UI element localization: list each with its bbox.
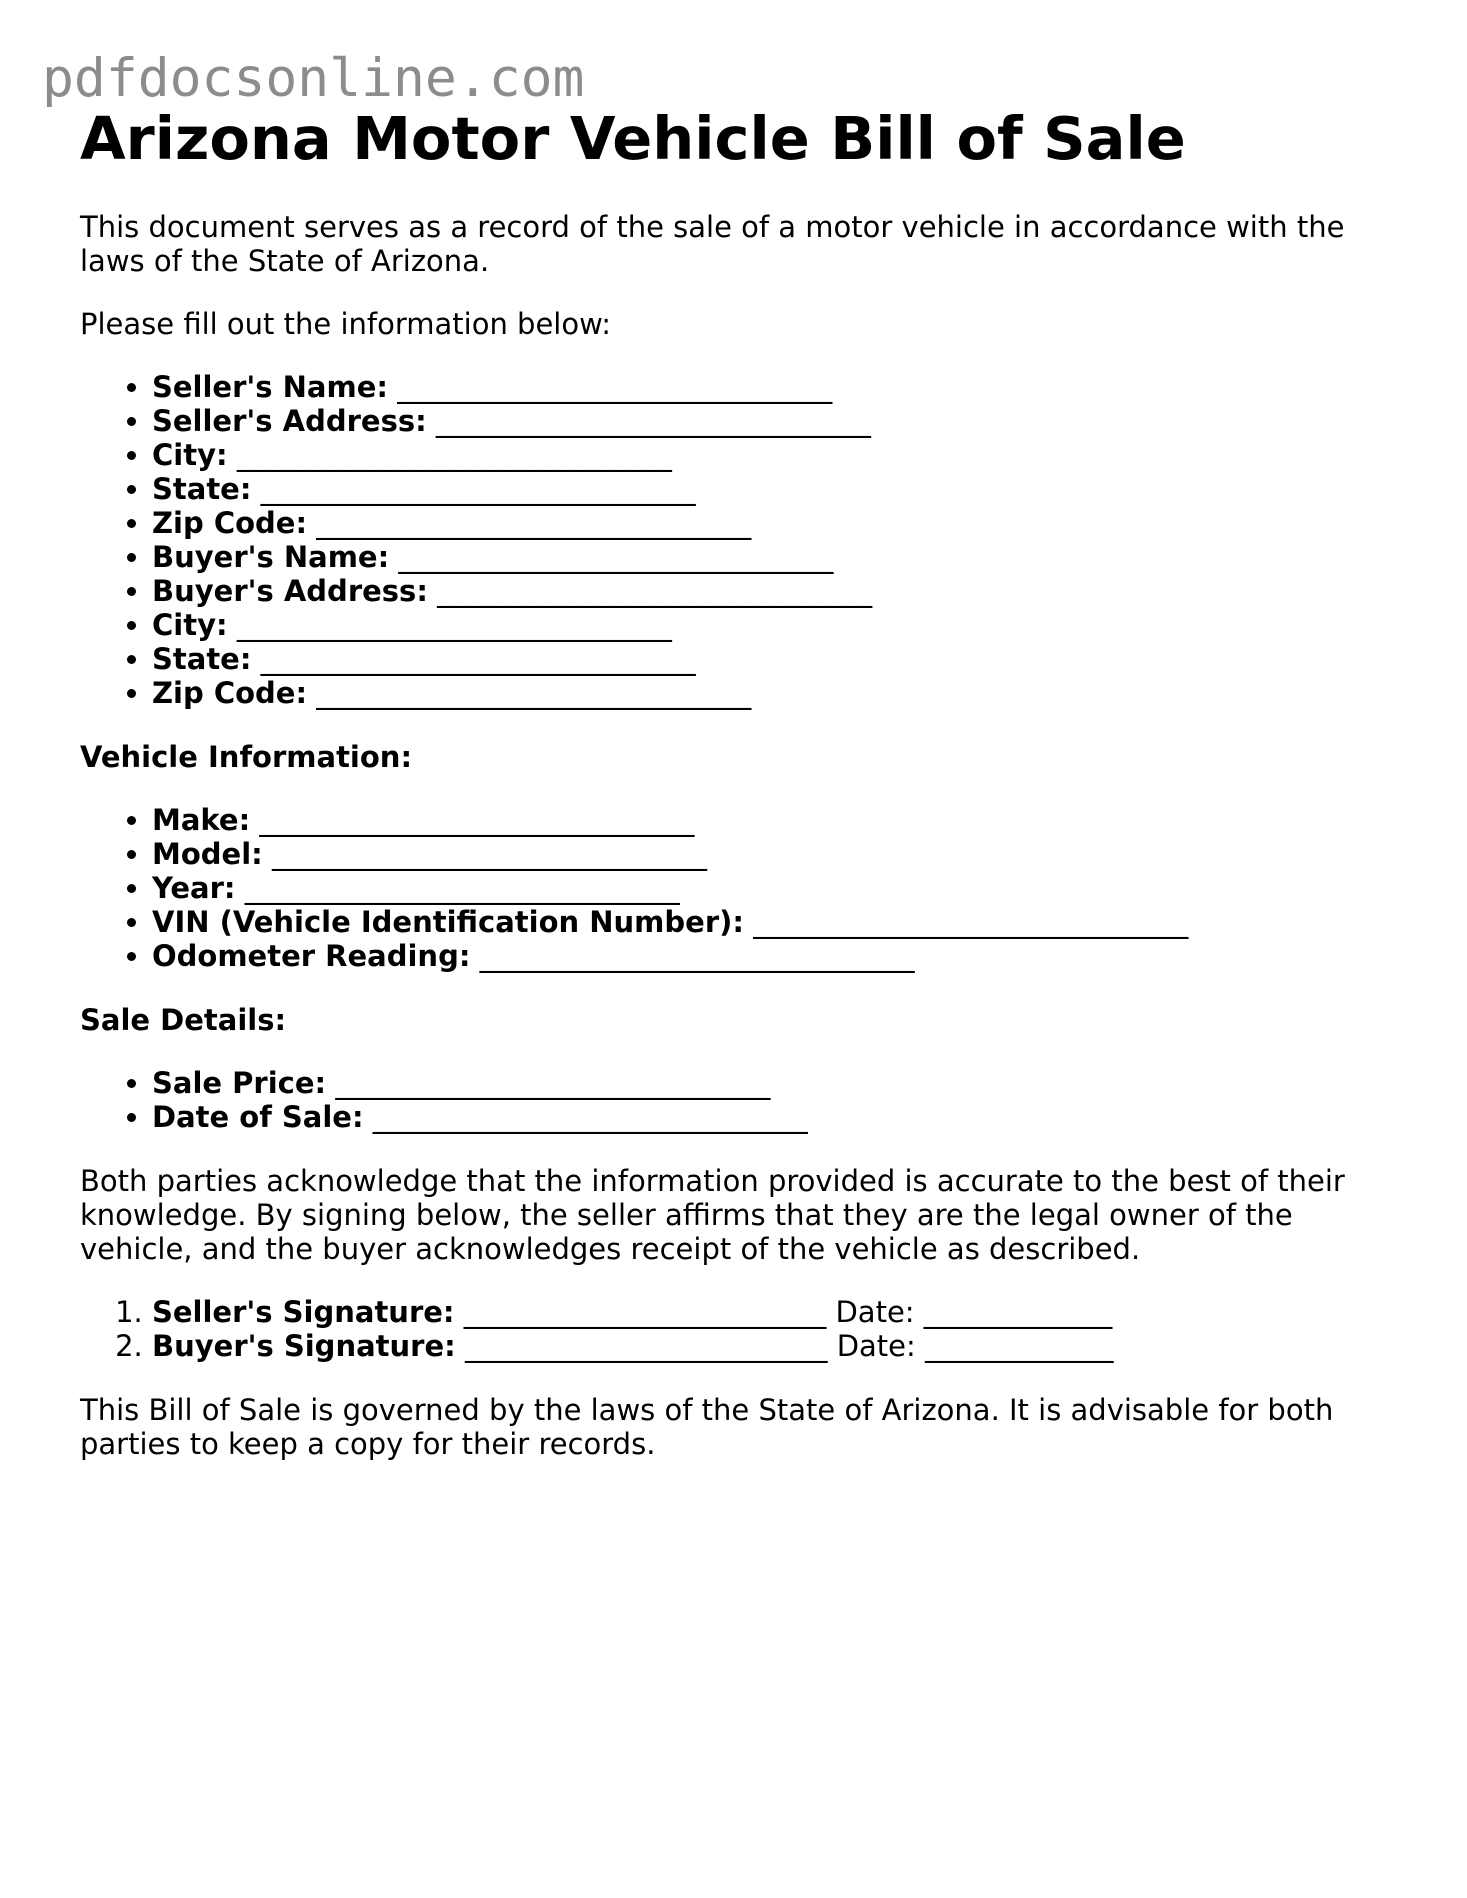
blank-line[interactable]: ______________________________ (259, 803, 695, 837)
field-label: Model: (152, 837, 263, 871)
blank-line[interactable]: ______________________________ (753, 905, 1189, 939)
field-buyer-city (152, 608, 1400, 642)
closing-paragraph: This Bill of Sale is governed by the laws of the State of Arizona. It is advisable for both parties to keep a copy for their records. (80, 1393, 1334, 1461)
signature-line[interactable]: _________________________ (464, 1329, 828, 1363)
field-sale-price (152, 1066, 1400, 1100)
field-seller-city (152, 438, 1400, 472)
seller-signature-row (152, 1295, 1400, 1329)
field-year (152, 871, 1400, 905)
field-label: Year: (152, 871, 236, 905)
field-seller-zip (152, 506, 1400, 540)
blank-line[interactable]: ______________________________ (479, 939, 915, 973)
sale-section-heading: Sale Details: (80, 1003, 287, 1037)
blank-line[interactable]: ______________________________ (244, 871, 680, 905)
blank-line[interactable]: ______________________________ (316, 676, 752, 710)
field-label: Date of Sale: (152, 1100, 364, 1134)
watermark: pdfdocsonline.com (42, 48, 585, 109)
signature-label: Buyer's Signature: (152, 1329, 456, 1363)
date-label: Date: (836, 1329, 916, 1363)
blank-line[interactable]: ______________________________ (398, 540, 834, 574)
date-line[interactable]: _____________ (923, 1295, 1113, 1329)
field-label: Buyer's Address: (152, 574, 428, 608)
blank-line[interactable]: ______________________________ (335, 1066, 771, 1100)
signature-list (80, 1295, 1400, 1363)
blank-line[interactable]: ______________________________ (236, 608, 672, 642)
field-model (152, 837, 1400, 871)
field-buyer-name (152, 540, 1400, 574)
field-odometer (152, 939, 1400, 973)
blank-line[interactable]: ______________________________ (397, 370, 833, 404)
blank-line[interactable]: ______________________________ (435, 404, 871, 438)
document-page (80, 98, 1400, 1461)
field-label: Zip Code: (152, 676, 308, 710)
signature-line[interactable]: _________________________ (463, 1295, 827, 1329)
blank-line[interactable]: ______________________________ (271, 837, 707, 871)
party-fields-list (80, 370, 1400, 710)
sale-fields-list (80, 1066, 1400, 1134)
field-seller-state (152, 472, 1400, 506)
intro-paragraph: This document serves as a record of the sale of a motor vehicle in accordance with the laws of the State of Arizona. (80, 210, 1345, 278)
date-line[interactable]: _____________ (925, 1329, 1114, 1363)
field-label: Zip Code: (152, 506, 308, 540)
field-seller-name (152, 370, 1400, 404)
buyer-signature-row (152, 1329, 1400, 1363)
field-buyer-address (152, 574, 1400, 608)
field-label: Sale Price: (152, 1066, 327, 1100)
date-label: Date: (835, 1295, 915, 1329)
vehicle-fields-list (80, 803, 1400, 973)
acknowledgement-paragraph: Both parties acknowledge that the information provided is accurate to the best of their knowledge. By signing below, the seller affirms that they are the legal owner of the vehicle, and the buyer acknowledges receipt of the vehicle as described. (80, 1164, 1345, 1266)
field-vin (152, 905, 1400, 939)
field-label: City: (152, 438, 228, 472)
field-label: State: (152, 472, 252, 506)
signature-label: Seller's Signature: (152, 1295, 455, 1329)
field-label: Seller's Name: (152, 370, 388, 404)
field-make (152, 803, 1400, 837)
blank-line[interactable]: ______________________________ (260, 472, 696, 506)
field-label: City: (152, 608, 228, 642)
field-buyer-state (152, 642, 1400, 676)
vehicle-section-heading: Vehicle Information: (80, 740, 413, 774)
blank-line[interactable]: ______________________________ (260, 642, 696, 676)
field-label: State: (152, 642, 252, 676)
field-date-of-sale (152, 1100, 1400, 1134)
blank-line[interactable]: ______________________________ (236, 438, 672, 472)
blank-line[interactable]: ______________________________ (316, 506, 752, 540)
field-label: Odometer Reading: (152, 939, 471, 973)
field-label: Buyer's Name: (152, 540, 390, 574)
fill-prompt: Please fill out the information below: (80, 307, 611, 341)
page-title: Arizona Motor Vehicle Bill of Sale (80, 104, 1186, 173)
blank-line[interactable]: ______________________________ (372, 1100, 808, 1134)
field-label: VIN (Vehicle Identification Number): (152, 905, 744, 939)
field-seller-address (152, 404, 1400, 438)
blank-line[interactable]: ______________________________ (437, 574, 873, 608)
field-label: Make: (152, 803, 251, 837)
field-label: Seller's Address: (152, 404, 427, 438)
field-buyer-zip (152, 676, 1400, 710)
